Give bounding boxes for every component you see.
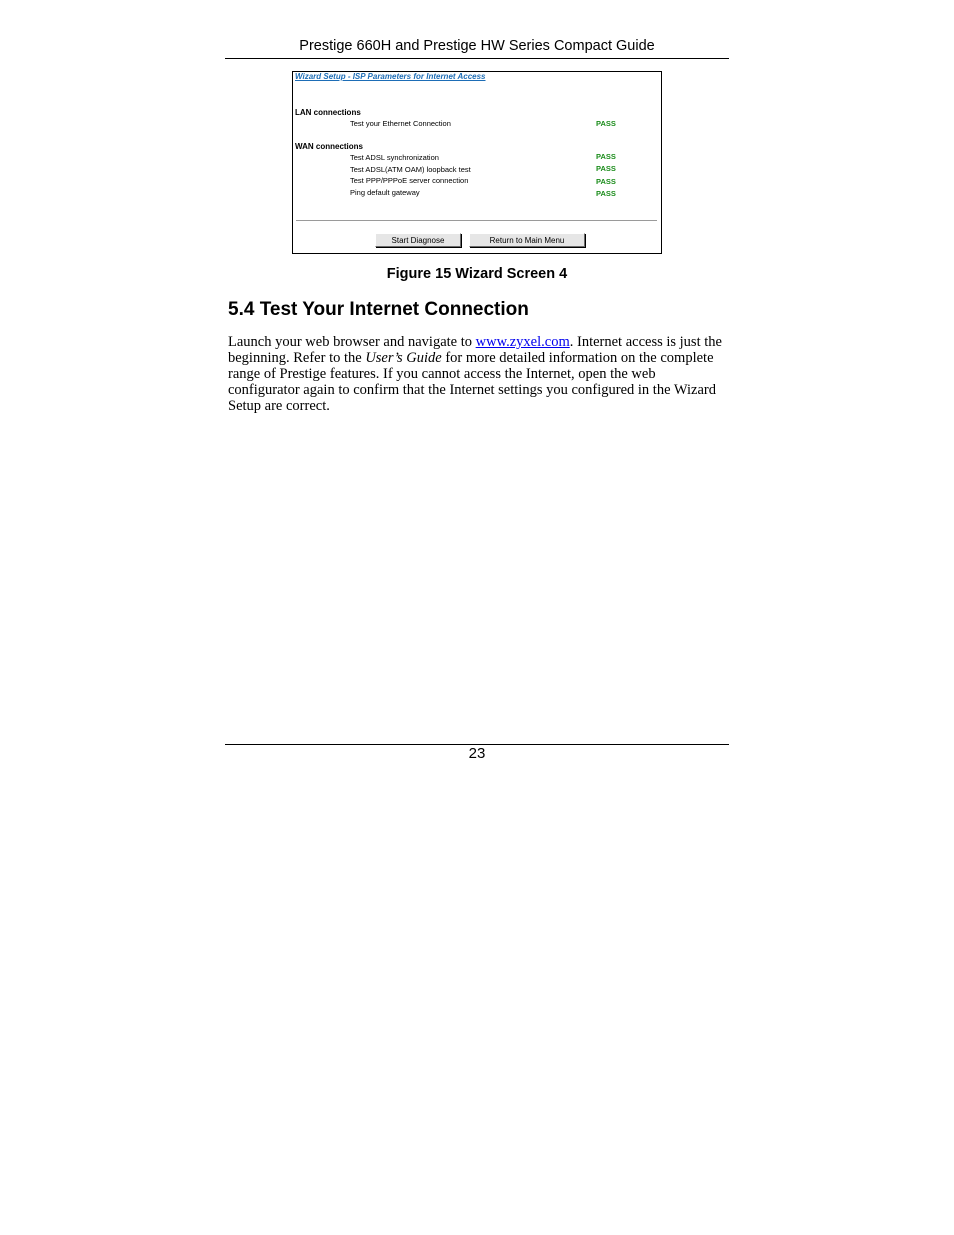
lan-section-label: LAN connections [295,108,361,117]
users-guide-title: User’s Guide [365,350,442,366]
test-ping-label: Ping default gateway [350,188,420,197]
test-adsl-loopback-label: Test ADSL(ATM OAM) loopback test [350,165,471,174]
section-heading: 5.4 Test Your Internet Connection [228,299,529,320]
test-ping-result: PASS [596,189,616,198]
running-header: Prestige 660H and Prestige HW Series Compact Guide [299,38,655,54]
wan-section-label: WAN connections [295,142,364,151]
test-ppp-label: Test PPP/PPPoE server connection [350,176,469,185]
para-text-2: . Internet access is just the beginning. Refer to the [228,334,722,366]
test-adsl-sync-result: PASS [596,152,616,161]
page-number: 23 [468,745,486,762]
test-ethernet-label: Test your Ethernet Connection [350,119,451,128]
test-adsl-sync-label: Test ADSL synchronization [350,153,439,162]
para-text-1: Launch your web browser and navigate to [228,334,476,350]
figure-caption: Figure 15 Wizard Screen 4 [386,266,568,282]
return-main-menu-button[interactable]: Return to Main Menu [469,233,585,247]
wizard-divider [296,220,657,221]
wizard-screenshot [292,71,662,254]
para-text-3: for more detailed information on the complete range of Prestige features. If you cannot access the Internet, open the web configurator again to confirm that the Internet settings you configured in the Wizard Setup are correct. [228,350,716,414]
zyxel-link[interactable]: www.zyxel.com [475,334,570,350]
test-adsl-loopback-result: PASS [596,164,616,173]
start-diagnose-button[interactable]: Start Diagnose [375,233,461,247]
test-ppp-result: PASS [596,177,616,186]
wizard-title: Wizard Setup - ISP Parameters for Internet Access [295,72,486,81]
header-rule [225,58,729,59]
body-paragraph [228,334,722,414]
test-ethernet-result: PASS [596,119,616,128]
